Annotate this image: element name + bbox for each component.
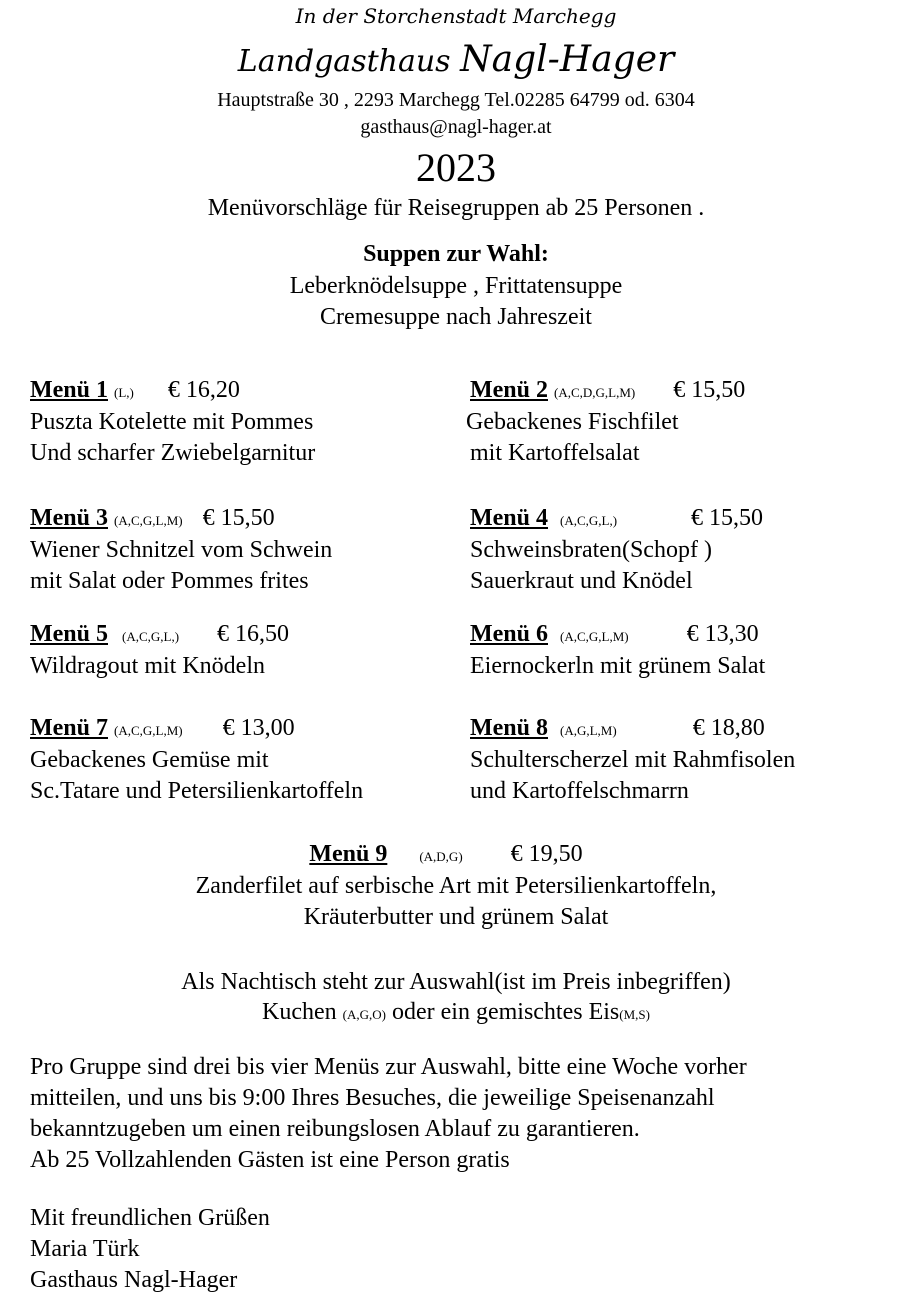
closing-greeting: Mit freundlichen Grüßen: [30, 1205, 270, 1231]
restaurant-name-main: Nagl-Hager: [460, 39, 675, 80]
menu-3-line-1: Wiener Schnitzel vom Schwein: [30, 537, 333, 563]
closing: [30, 1203, 270, 1296]
dessert-kuchen: Kuchen: [262, 999, 343, 1025]
menu-9-price: € 19,50: [510, 841, 583, 867]
notes-line-1: Pro Gruppe sind drei bis vier Menüs zur Auswahl, bitte eine Woche vorher: [30, 1054, 747, 1080]
menu-7-header: [30, 714, 363, 745]
menu-4-line-1: Schweinsbraten(Schopf ): [470, 537, 712, 563]
dessert-line-1: Als Nachtisch steht zur Auswahl(ist im Preis inbegriffen): [181, 969, 731, 995]
menu-9-title: Menü 9: [309, 841, 388, 867]
subtitle: Menüvorschläge für Reisegruppen ab 25 Personen .: [207, 195, 705, 221]
menu-8-title: Menü 8: [470, 715, 548, 741]
menu-4-title: Menü 4: [470, 505, 548, 531]
menu-2-price: € 15,50: [673, 377, 746, 403]
menu-5-header: [30, 620, 289, 651]
menu-5-title: Menü 5: [30, 621, 108, 647]
menu-8-header: [470, 714, 795, 745]
menu-2-line-1: Gebackenes Fischfilet: [466, 409, 679, 435]
address: Hauptstraße 30 , 2293 Marchegg Tel.02285 64799 od. 6304: [217, 89, 695, 111]
menu-4-line-2: Sauerkraut und Knödel: [470, 568, 693, 594]
menu-8-price: € 18,80: [692, 715, 765, 741]
menu-2-header: [470, 376, 745, 407]
notes-line-4: Ab 25 Vollzahlenden Gästen ist eine Person gratis: [30, 1147, 510, 1173]
menu-8: [470, 714, 795, 807]
menu-1-price: € 16,20: [167, 377, 240, 403]
closing-person: Maria Türk: [30, 1236, 140, 1262]
menu-1-title: Menü 1: [30, 377, 108, 403]
menu-3-line-2: mit Salat oder Pommes frites: [30, 568, 309, 594]
menu-5-line-1: Wildragout mit Knödeln: [30, 653, 265, 679]
menu-1-allergens: (L,): [114, 385, 134, 400]
menu-7-allergens: (A,C,G,L,M): [114, 723, 183, 738]
menu-4: [470, 504, 763, 597]
restaurant-name: [0, 40, 912, 82]
soups-line-1: Leberknödelsuppe , Frittatensuppe: [289, 273, 623, 299]
menu-5-price: € 16,50: [217, 621, 290, 647]
soups-line-2: Cremesuppe nach Jahreszeit: [320, 304, 592, 330]
menu-9-line-2: Kräuterbutter und grünem Salat: [303, 904, 609, 930]
restaurant-name-prefix: Landgasthaus: [237, 44, 461, 79]
dessert-eis-allergens: (M,S): [619, 1007, 650, 1022]
menu-7-line-1: Gebackenes Gemüse mit: [30, 747, 269, 773]
menu-9: [0, 840, 912, 933]
menu-7-price: € 13,00: [222, 715, 295, 741]
menu-4-price: € 15,50: [691, 505, 764, 531]
menu-1: [30, 376, 315, 469]
dessert-middle: oder ein gemischtes Eis: [385, 999, 620, 1025]
menu-7-line-2: Sc.Tatare und Petersilienkartoffeln: [30, 778, 364, 804]
menu-8-line-2: und Kartoffelschmarrn: [470, 778, 689, 804]
soups-heading: Suppen zur Wahl:: [363, 241, 549, 267]
menu-3-header: [30, 504, 332, 535]
menu-6-title: Menü 6: [470, 621, 548, 647]
closing-company: Gasthaus Nagl-Hager: [30, 1267, 238, 1293]
menu-5: [30, 620, 289, 682]
menu-3-price: € 15,50: [202, 505, 275, 531]
menu-9-header: [0, 840, 912, 871]
menu-3-allergens: (A,C,G,L,M): [114, 513, 183, 528]
menu-5-allergens: (A,C,G,L,): [122, 629, 180, 644]
menu-3: [30, 504, 332, 597]
email: gasthaus@nagl-hager.at: [360, 116, 552, 138]
tagline: In der Storchenstadt Marchegg: [295, 4, 617, 28]
dessert-line-2: [0, 998, 912, 1029]
menu-3-title: Menü 3: [30, 505, 108, 531]
menu-8-line-1: Schulterscherzel mit Rahmfisolen: [470, 747, 796, 773]
dessert-kuchen-allergens: (A,G,O): [342, 1007, 386, 1022]
menu-7-title: Menü 7: [30, 715, 108, 741]
menu-6-line-1: Eiernockerln mit grünem Salat: [470, 653, 766, 679]
menu-1-line-1: Puszta Kotelette mit Pommes: [30, 409, 314, 435]
menu-2-line-2: mit Kartoffelsalat: [470, 440, 640, 466]
notes-line-2: mitteilen, und uns bis 9:00 Ihres Besuches, die jeweilige Speisenanzahl: [30, 1085, 715, 1111]
menu-9-line-1: Zanderfilet auf serbische Art mit Petersilienkartoffeln,: [195, 873, 717, 899]
menu-6-price: € 13,30: [686, 621, 759, 647]
menu-4-allergens: (A,C,G,L,): [560, 513, 618, 528]
year: 2023: [416, 145, 496, 190]
notes-line-3: bekanntzugeben um einen reibungslosen Ablauf zu garantieren.: [30, 1116, 640, 1142]
menu-2-allergens: (A,C,D,G,L,M): [554, 385, 636, 400]
menu-6-allergens: (A,C,G,L,M): [560, 629, 629, 644]
menu-6: [470, 620, 765, 682]
menu-9-allergens: (A,D,G): [419, 849, 463, 864]
menu-1-header: [30, 376, 315, 407]
menu-2-title: Menü 2: [470, 377, 548, 403]
menu-7: [30, 714, 363, 807]
menu-4-header: [470, 504, 763, 535]
menu-8-allergens: (A,G,L,M): [560, 723, 617, 738]
notes: [30, 1052, 747, 1176]
menu-6-header: [470, 620, 765, 651]
menu-1-line-2: Und scharfer Zwiebelgarnitur: [30, 440, 316, 466]
menu-2: [466, 376, 746, 469]
